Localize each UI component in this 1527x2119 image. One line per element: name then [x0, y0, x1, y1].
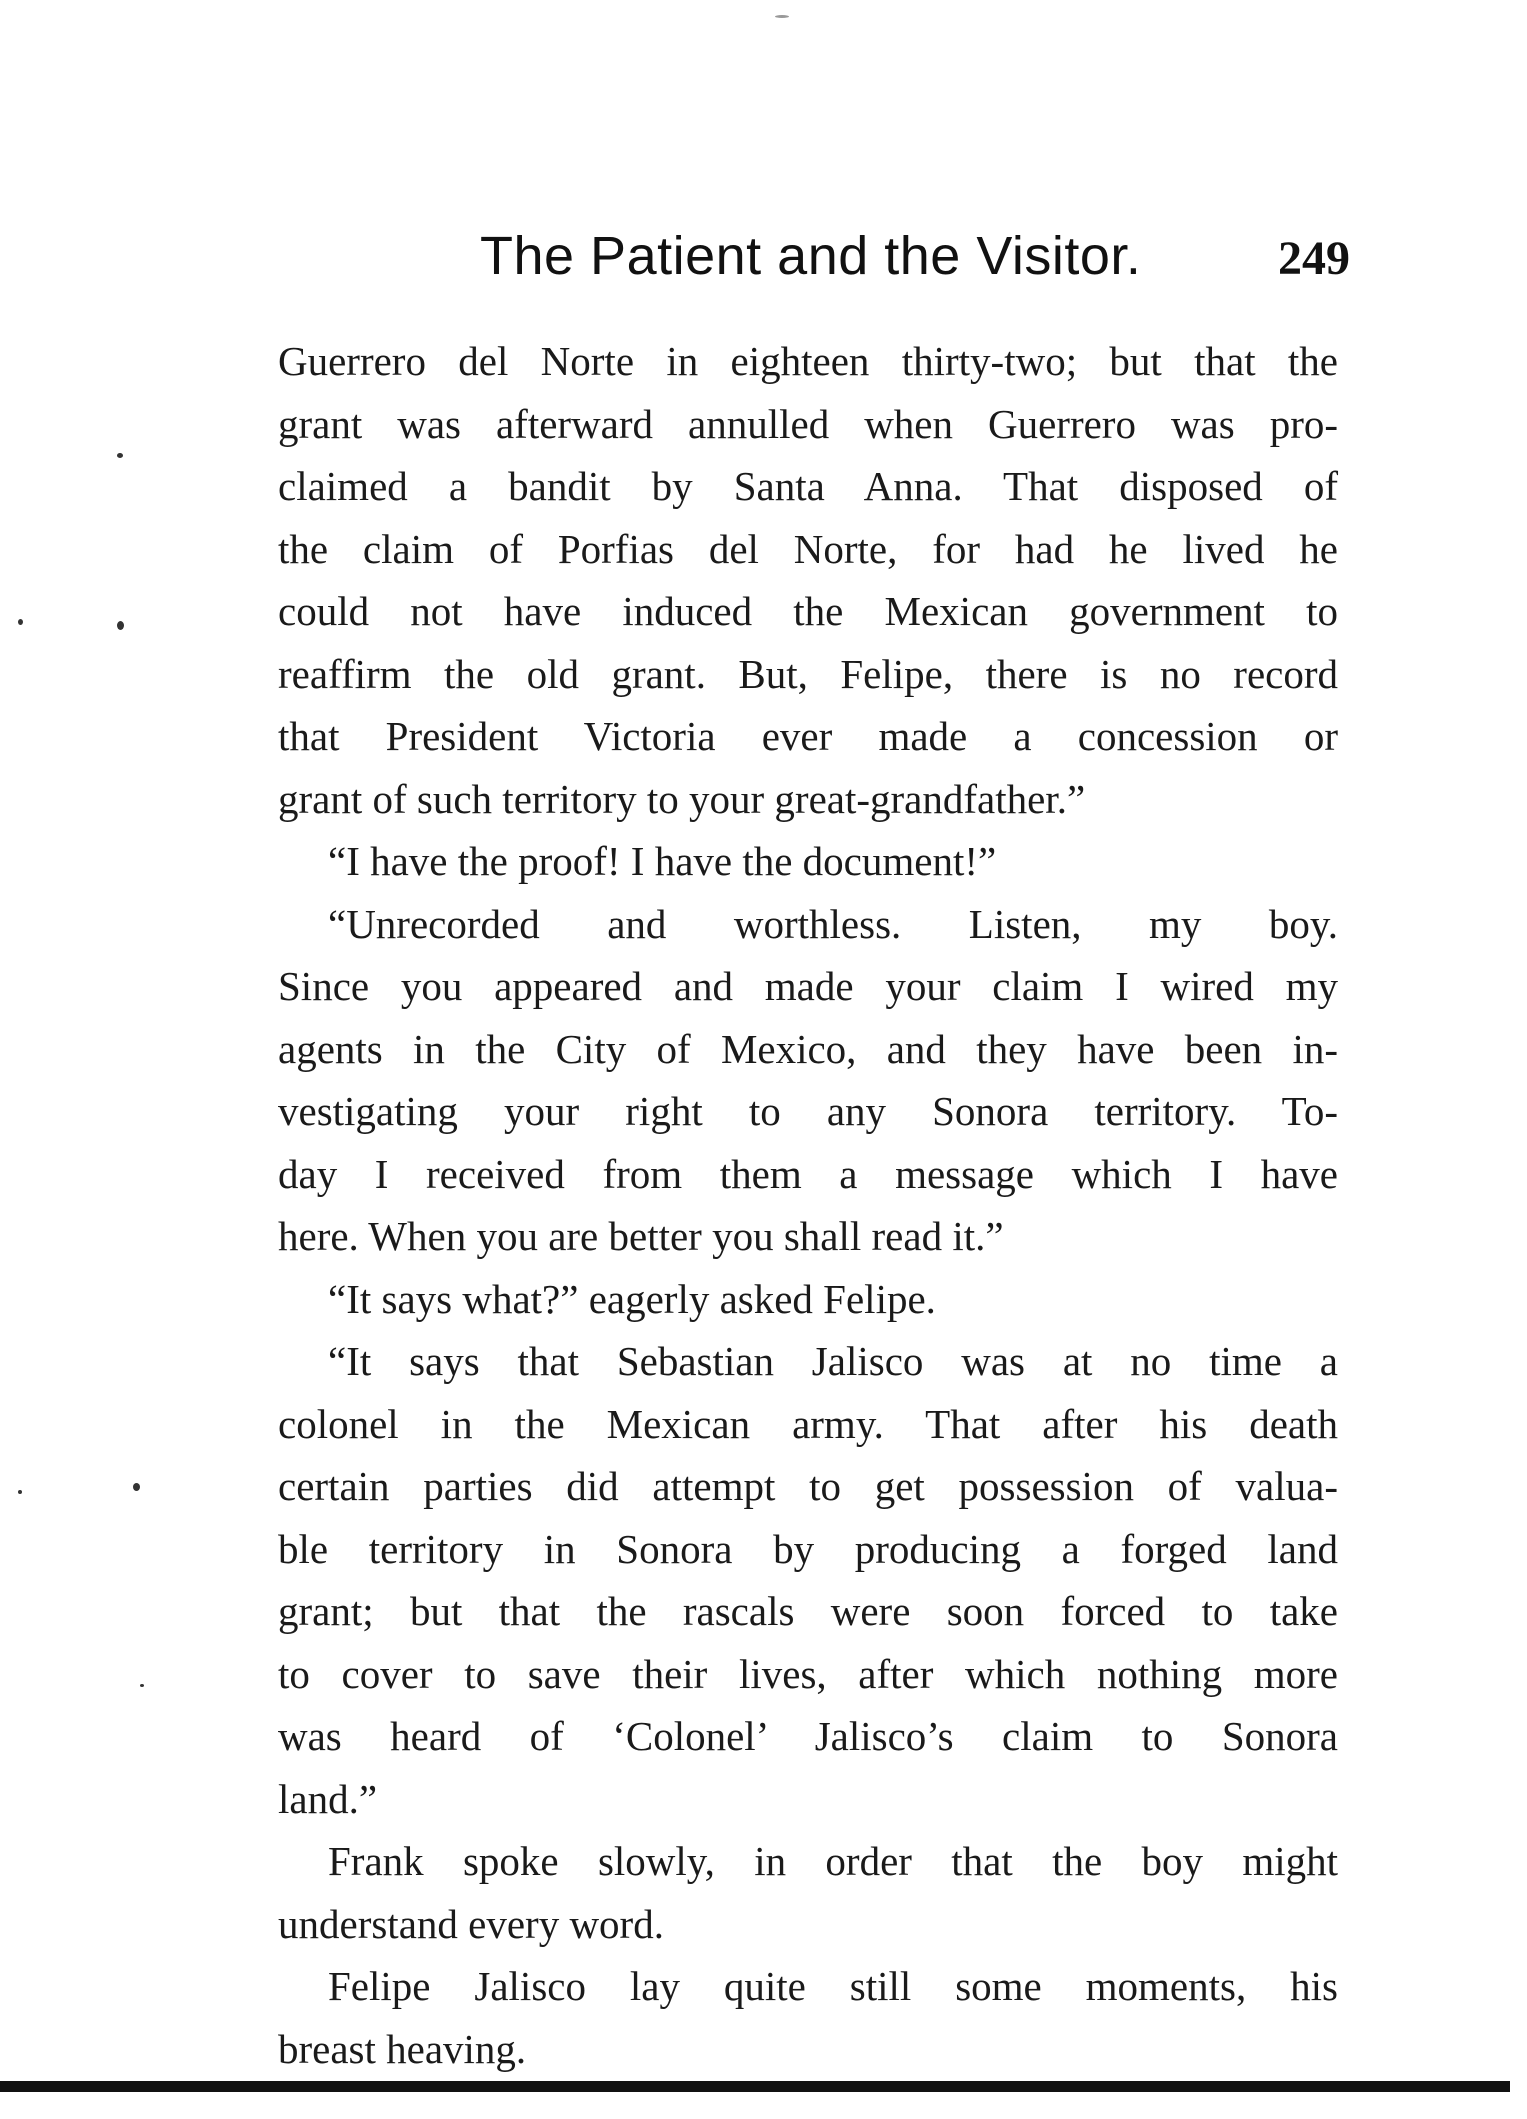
text-line: “It says what?” eagerly asked Felipe.: [328, 1275, 936, 1322]
text-line: breast heaving.: [278, 2025, 527, 2072]
bottom-rule: [0, 2081, 1510, 2092]
scan-speck: [140, 1684, 144, 1687]
text-line: Frank spoke slowly, in order that the boy might: [328, 1838, 1338, 1884]
scan-speck: [117, 621, 124, 630]
text-line: colonel in the Mexican army. That after his death: [278, 1400, 1338, 1447]
text-line: here. When you are better you shall read it.”: [278, 1213, 1004, 1259]
page-header: [480, 225, 1350, 305]
scan-speck: [133, 1483, 140, 1491]
text-line: “Unrecorded and worthless. Listen, my boy.: [328, 900, 1338, 947]
text-line: land.”: [278, 1775, 378, 1822]
scan-speck: [775, 15, 789, 18]
text-line: was heard of ‘Colonel’ Jalisco’s claim to Sonora: [278, 1713, 1338, 1759]
body-text: [278, 330, 1338, 2080]
text-line: Since you appeared and made your claim I wired my: [278, 963, 1338, 1009]
text-line: to cover to save their lives, after which nothing more: [278, 1650, 1338, 1697]
text-line: the claim of Porfias del Norte, for had he lived he: [278, 525, 1338, 572]
text-line: vestigating your right to any Sonora territory. To-: [278, 1088, 1338, 1134]
text-line: agents in the City of Mexico, and they have been in-: [278, 1025, 1338, 1072]
text-line: understand every word.: [278, 1900, 664, 1947]
text-line: certain parties did attempt to get possession of valua-: [278, 1463, 1338, 1509]
text-line: “It says that Sebastian Jalisco was at no time a: [328, 1338, 1338, 1384]
text-line: reaffirm the old grant. But, Felipe, there is no record: [278, 650, 1338, 697]
text-line: grant was afterward annulled when Guerrero was pro-: [278, 400, 1338, 447]
text-line: grant of such territory to your great-grandfather.”: [278, 775, 1086, 822]
scan-speck: [18, 1490, 22, 1494]
text-line: grant; but that the rascals were soon forced to take: [278, 1588, 1338, 1634]
page-number: 249: [1278, 232, 1350, 285]
text-line: Guerrero del Norte in eighteen thirty-two; but that the: [278, 338, 1338, 384]
text-line: day I received from them a message which I have: [278, 1150, 1338, 1197]
text-line: that President Victoria ever made a concession or: [278, 713, 1338, 759]
text-line: Felipe Jalisco lay quite still some moments, his: [328, 1963, 1338, 2009]
text-line: “I have the proof! I have the document!”: [328, 838, 997, 884]
running-title: The Patient and the Visitor.: [480, 226, 1142, 286]
text-line: ble territory in Sonora by producing a forged land: [278, 1525, 1338, 1572]
text-line: could not have induced the Mexican government to: [278, 588, 1338, 634]
scan-speck: [117, 453, 123, 458]
scan-speck: [18, 619, 23, 625]
text-line: claimed a bandit by Santa Anna. That disposed of: [278, 463, 1338, 509]
